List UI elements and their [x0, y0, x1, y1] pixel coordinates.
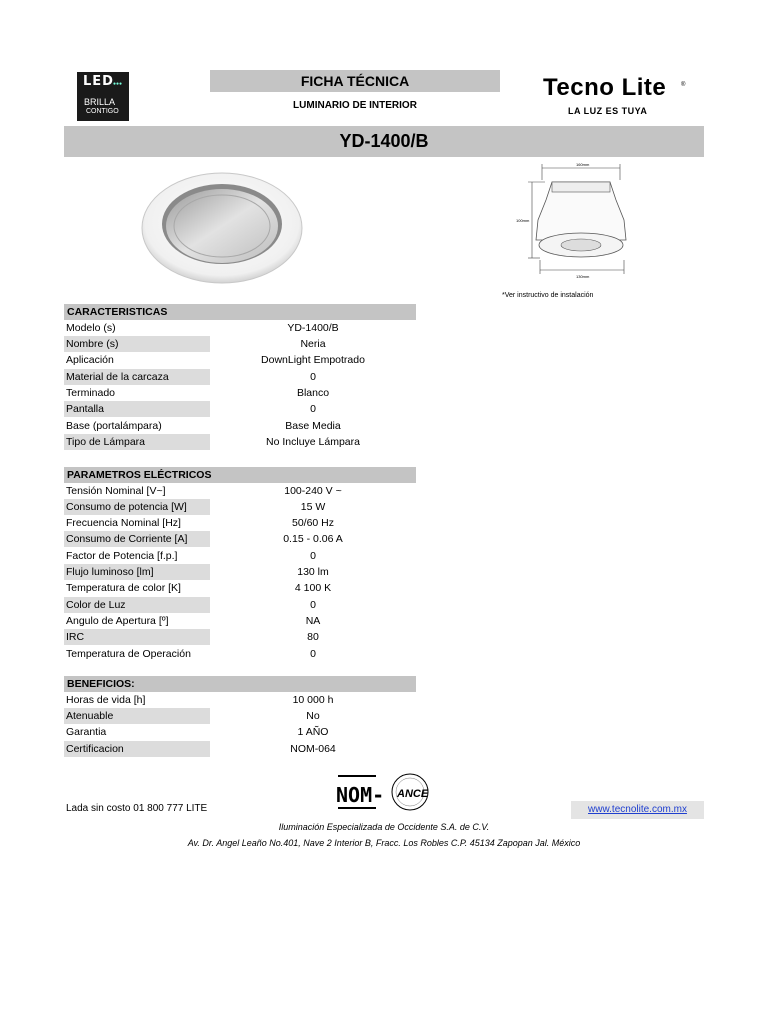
table-row	[64, 418, 416, 434]
row-label: Factor de Potencia [f.p.]	[66, 550, 178, 562]
brilla-text: BRILLA	[84, 97, 116, 107]
website-link[interactable]: www.tecnolite.com.mx	[571, 801, 704, 819]
row-label: Horas de vida [h]	[66, 694, 146, 706]
row-value: 130 lm	[297, 566, 329, 578]
section-beneficios-header: BENEFICIOS:	[64, 676, 416, 692]
nom-text: NOM-	[336, 783, 385, 807]
row-value: 15 W	[300, 501, 326, 513]
table-row	[64, 580, 416, 596]
company-address: Av. Dr. Angel Leaño No.401, Nave 2 Interior B, Fracc. Los Robles C.P. 45134 Zapopan Jal. México	[187, 838, 581, 848]
tecnolite-logo	[543, 74, 693, 120]
row-label: Tipo de Lámpara	[64, 434, 210, 450]
top-dimension-label: 160mm	[576, 162, 590, 167]
row-value: Neria	[300, 338, 326, 350]
ance-text: ANCE	[397, 788, 429, 800]
led-logo-text: LED	[83, 74, 114, 89]
row-value: Blanco	[296, 387, 330, 399]
table-row	[64, 564, 416, 580]
row-value: 0.15 - 0.06 A	[283, 533, 343, 545]
row-label: Material de la carcaza	[64, 369, 210, 385]
table-row	[64, 629, 416, 645]
table-row	[64, 434, 416, 450]
row-value: 1 AÑO	[297, 726, 329, 738]
row-label: IRC	[64, 629, 210, 645]
table-row	[64, 531, 416, 547]
row-label: Tensión Nominal [V~]	[66, 485, 166, 497]
row-value: 4 100 K	[294, 582, 332, 594]
bottom-dimension-label: 130mm	[576, 274, 590, 279]
table-row	[64, 385, 416, 401]
brand-name: Tecno Lite	[543, 74, 667, 101]
rgb-dots-icon: ●●●	[113, 81, 123, 87]
table-row	[64, 597, 416, 613]
table-row	[64, 336, 416, 352]
table-row	[64, 320, 416, 336]
row-label: Pantalla	[64, 401, 210, 417]
side-dimension-label: 100mm	[516, 218, 530, 223]
row-value: 0	[310, 648, 316, 660]
registered-mark: ®	[681, 82, 686, 88]
row-label: Certificacion	[64, 741, 210, 757]
led-brilla-contigo-logo	[77, 72, 129, 121]
company-name: Iluminación Especializada de Occidente S.A. de C.V.	[278, 822, 490, 832]
brand-slogan: LA LUZ ES TUYA	[568, 106, 648, 116]
row-label: Consumo de Corriente [A]	[64, 531, 210, 547]
table-row	[64, 646, 416, 662]
row-value: 0	[310, 403, 316, 415]
table-row	[64, 548, 416, 564]
document-subtitle: LUMINARIO DE INTERIOR	[293, 100, 417, 111]
row-label: Flujo luminoso [lm]	[64, 564, 210, 580]
nom-ance-certification-logo	[336, 772, 436, 812]
contigo-text: CONTIGO	[86, 108, 119, 115]
row-value: 0	[310, 371, 316, 383]
row-label: Garantia	[66, 726, 107, 738]
row-label: Atenuable	[64, 708, 210, 724]
row-value: YD-1400/B	[287, 322, 339, 334]
installation-note: *Ver instructivo de instalación	[502, 292, 594, 299]
toll-free-number: Lada sin costo 01 800 777 LITE	[66, 803, 208, 814]
section-electricos-header: PARAMETROS ELÉCTRICOS	[64, 467, 416, 483]
table-row	[64, 724, 416, 740]
row-label: Consumo de potencia [W]	[64, 499, 210, 515]
table-row	[64, 692, 416, 708]
row-value: No	[306, 710, 320, 722]
row-label: Aplicación	[66, 354, 114, 366]
dimensions-diagram	[500, 160, 635, 285]
table-row	[64, 369, 416, 385]
row-label: Temperatura de Operación	[66, 648, 191, 660]
table-row	[64, 352, 416, 368]
table-row	[64, 515, 416, 531]
row-label: Color de Luz	[64, 597, 210, 613]
row-value: Base Media	[285, 420, 341, 432]
row-label: Terminado	[66, 387, 116, 399]
downlight-product-image	[140, 168, 305, 286]
table-row	[64, 708, 416, 724]
row-value: DownLight Empotrado	[261, 354, 365, 366]
row-value: 100-240 V ~	[284, 485, 342, 497]
row-label: Modelo (s)	[66, 322, 116, 334]
row-label: Nombre (s)	[64, 336, 210, 352]
section-caracteristicas-header: CARACTERISTICAS	[64, 304, 416, 320]
row-label: Angulo de Apertura [º]	[66, 615, 169, 627]
row-value: NOM-064	[290, 743, 336, 755]
row-value: NA	[305, 615, 321, 627]
table-row	[64, 741, 416, 757]
table-row	[64, 613, 416, 629]
table-row	[64, 483, 416, 499]
row-value: 80	[307, 631, 319, 643]
row-label: Base (portalámpara)	[66, 420, 162, 432]
row-value: 0	[310, 550, 316, 562]
model-title: YD-1400/B	[64, 126, 704, 157]
document-title: FICHA TÉCNICA	[210, 70, 500, 92]
row-label: Temperatura de color [K]	[66, 582, 181, 594]
row-value: No Incluye Lámpara	[266, 436, 360, 448]
row-label: Frecuencia Nominal [Hz]	[66, 517, 181, 529]
table-row	[64, 401, 416, 417]
table-row	[64, 499, 416, 515]
row-value: 50/60 Hz	[291, 517, 335, 529]
row-value: 0	[310, 599, 316, 611]
row-value: 10 000 h	[292, 694, 334, 706]
